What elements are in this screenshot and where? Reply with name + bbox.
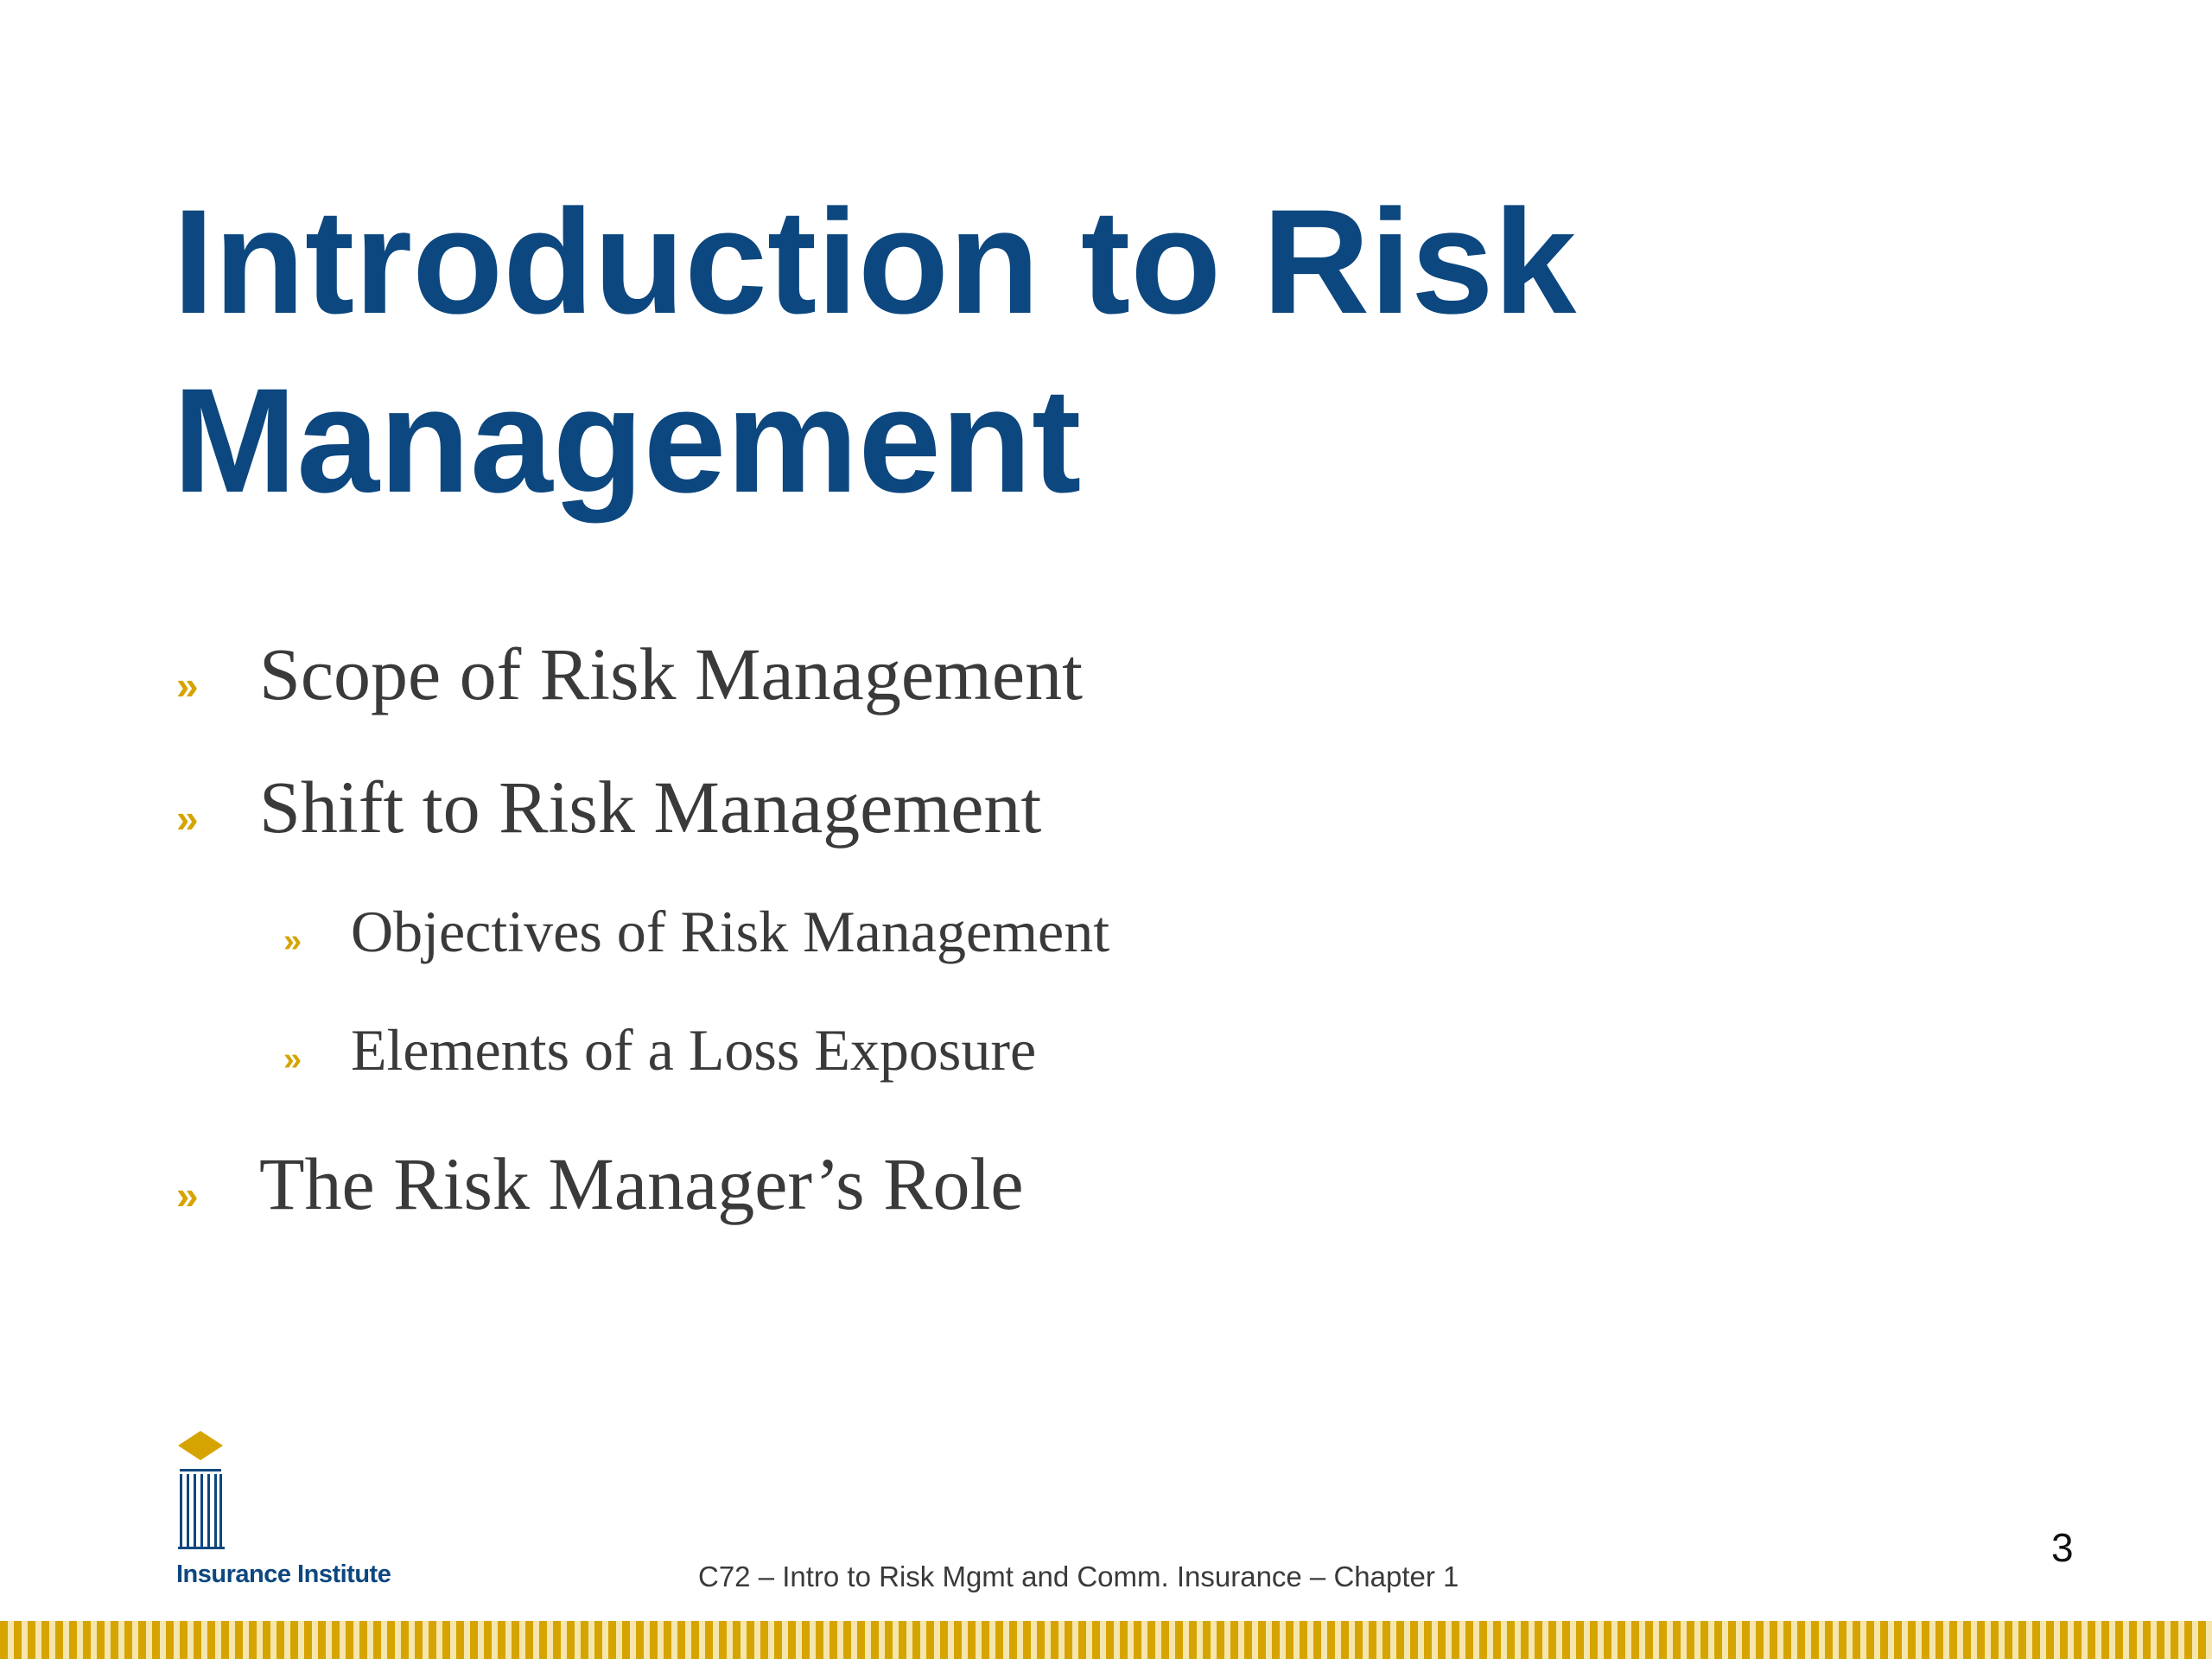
bullet-text: Elements of a Loss Exposure xyxy=(351,1017,1037,1083)
slide-title xyxy=(173,173,1987,531)
bullet-marker-icon: » xyxy=(283,1041,302,1077)
slide-title-line-1: Introduction to Risk xyxy=(173,179,1577,345)
insurance-institute-column-icon xyxy=(176,1431,228,1552)
bullet-text: Scope of Risk Management xyxy=(259,632,1083,715)
slide-title-line-2: Management xyxy=(173,358,1082,524)
bullet-text: Shift to Risk Management xyxy=(259,766,1042,849)
page-number: 3 xyxy=(2051,1525,2074,1570)
bullet-item-scope xyxy=(173,618,1987,751)
bullet-item-shift xyxy=(173,751,1987,884)
bullet-marker-icon: » xyxy=(176,796,199,841)
course-footer-text: C72 – Intro to Risk Mgmt and Comm. Insurance – Chapter 1 xyxy=(698,1560,1459,1592)
sub-bullet-item-objectives xyxy=(173,884,1987,1002)
logo-text: Insurance Institute xyxy=(176,1560,391,1588)
insurance-institute-logo xyxy=(176,1431,410,1595)
bullet-text: The Risk Manager’s Role xyxy=(259,1142,1024,1225)
bullet-item-role xyxy=(173,1128,1987,1261)
bullet-list xyxy=(173,618,1987,1261)
bullet-marker-icon: » xyxy=(176,1173,199,1217)
bullet-text: Objectives of Risk Management xyxy=(351,899,1110,964)
decorative-stripe-border xyxy=(0,1621,2212,1659)
sub-bullet-item-elements xyxy=(173,1002,1987,1121)
bullet-marker-icon: » xyxy=(283,923,302,959)
bullet-marker-icon: » xyxy=(176,663,199,708)
